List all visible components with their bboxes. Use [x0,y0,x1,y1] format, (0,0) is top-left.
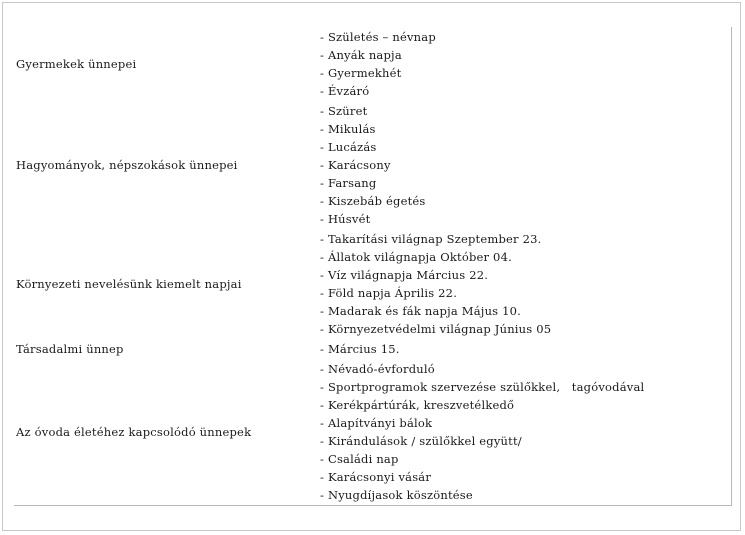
list-item: - Húsvét [320,212,371,226]
category-cell: Társadalmi ünnep [16,342,124,356]
category-cell: Az óvoda életéhez kapcsolódó ünnepek [16,425,252,439]
list-item: - Kerékpártúrák, kreszvetélkedő [320,398,515,412]
list-item: - Évzáró [320,84,370,98]
list-item: - Születés – névnap [320,30,436,44]
category-cell: Gyermekek ünnepei [16,57,137,71]
items-cell [320,339,731,359]
category-cell: Hagyományok, népszokások ünnepei [16,158,238,172]
celebrations-table [14,27,732,506]
items-cell [320,359,731,505]
list-item: - Kiszebáb égetés [320,194,426,208]
table-row [14,101,731,229]
list-item: - Alapítványi bálok [320,416,433,430]
list-item: - Takarítási világnap Szeptember 23. [320,232,542,246]
list-item: - Karácsony [320,158,391,172]
list-item: - Névadó-évforduló [320,362,435,376]
list-item: - Föld napja Április 22. [320,286,458,300]
table-row [14,229,731,339]
items-cell [320,101,731,229]
list-item: - Farsang [320,176,377,190]
list-item: - Környezetvédelmi világnap Június 05 [320,322,552,336]
list-item: - Gyermekhét [320,66,402,80]
list-item: - Nyugdíjasok köszöntése [320,488,473,502]
list-item: - Madarak és fák napja Május 10. [320,304,522,318]
list-item: - Állatok világnapja Október 04. [320,250,512,264]
table-row [14,339,731,359]
items-cell [320,229,731,339]
list-item: - Karácsonyi vásár [320,470,432,484]
list-item: - Családi nap [320,452,399,466]
list-item: - Március 15. [320,342,400,356]
list-item: - Szüret [320,104,368,118]
list-item: - Anyák napja [320,48,402,62]
list-item: - Víz világnapja Március 22. [320,268,489,282]
items-cell [320,27,731,101]
list-item: - Sportprogramok szervezése szülőkkel, tagóvodával [320,380,645,394]
list-item: - Kirándulások / szülőkkel együtt/ [320,434,522,448]
list-item: - Mikulás [320,122,376,136]
table-row [14,27,731,101]
table-row [14,359,731,505]
category-cell: Környezeti nevelésünk kiemelt napjai [16,277,242,291]
list-item: - Lucázás [320,140,377,154]
